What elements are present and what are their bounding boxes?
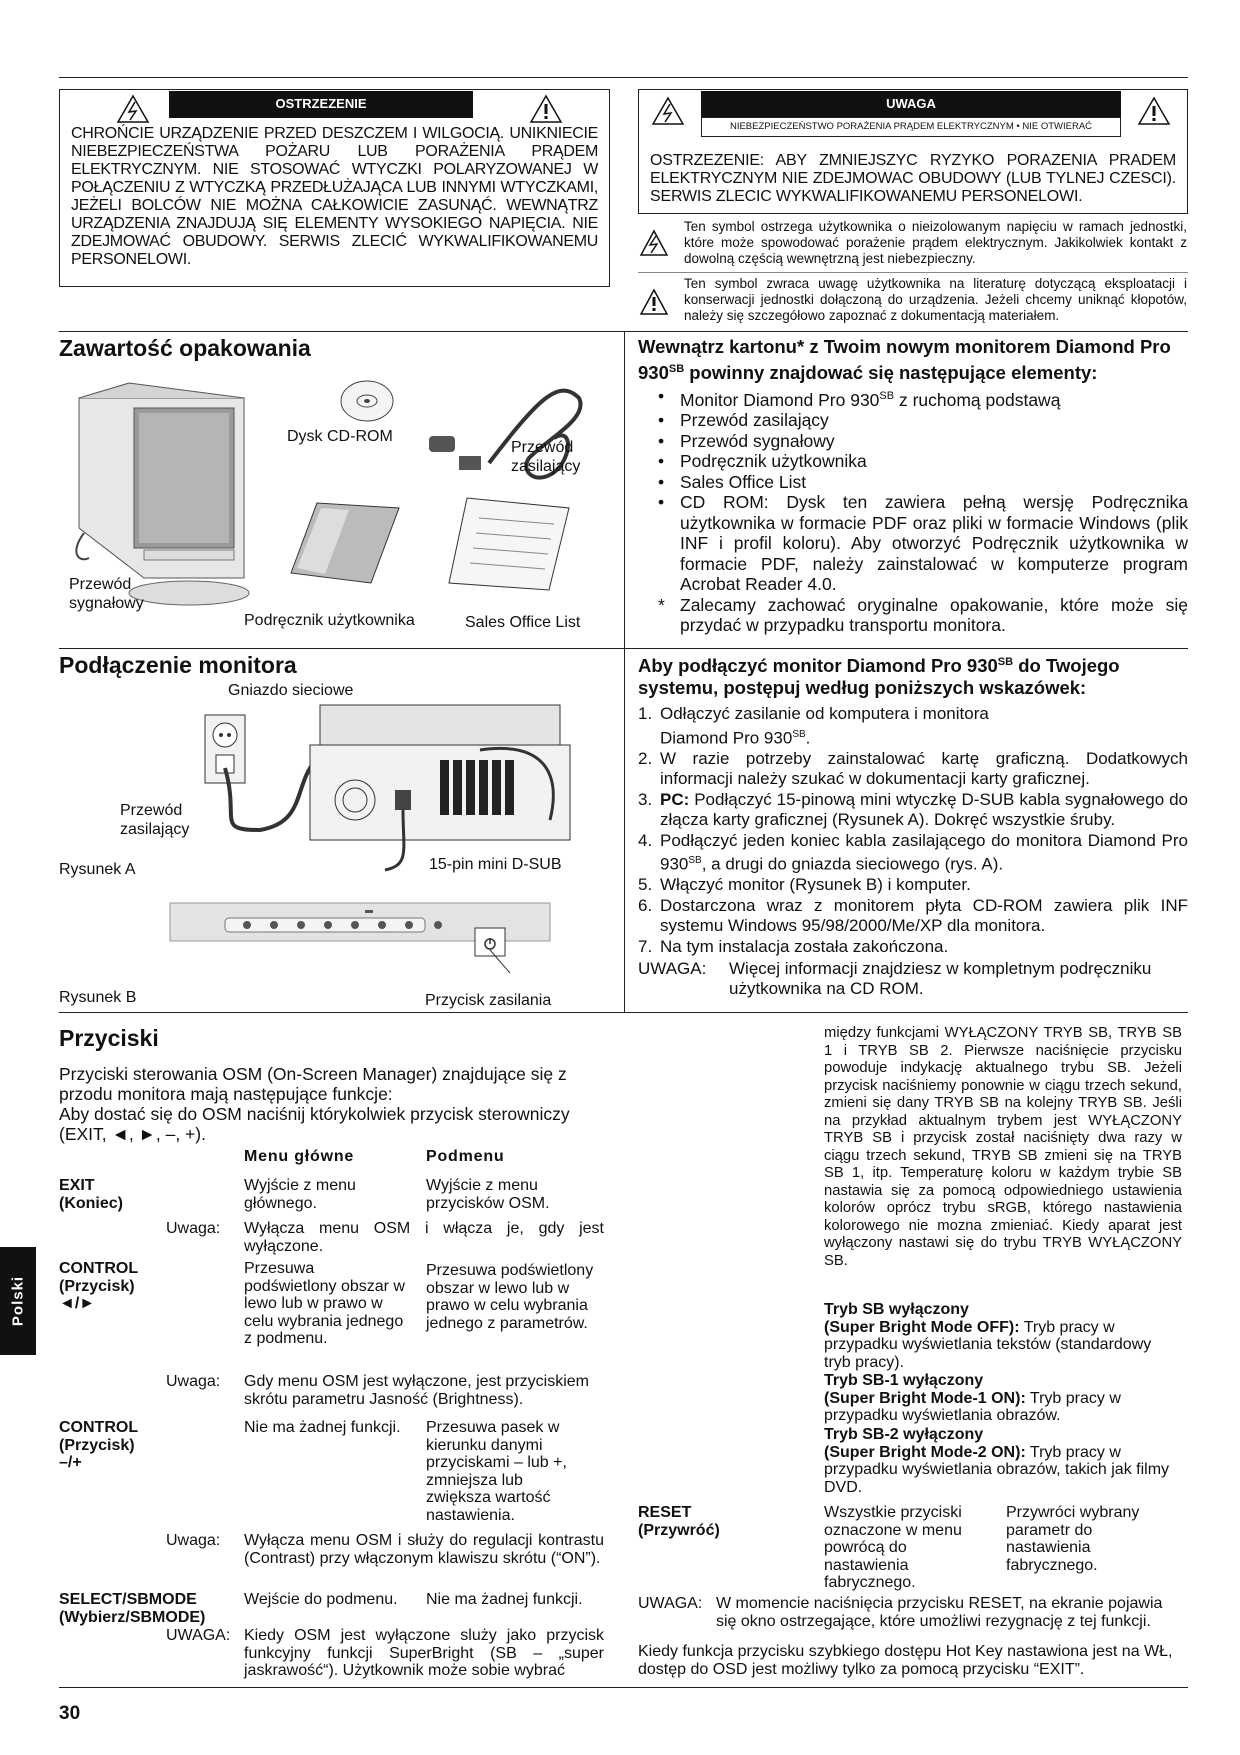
list-item: • Przewód sygnałowy <box>658 430 835 451</box>
cd-rom-illustration <box>341 381 393 421</box>
warning-box-left <box>59 89 610 287</box>
step: 2. W razie potrzeby zainstalować kartę graficzną. Dodatkowych informacji należy szukać w dokumentacji karty graficznej. <box>638 748 1188 789</box>
step: 3. PC: Podłączyć 15-pinową mini wtyczkę D-SUB kabla sygnałowego do złącza karty graficznej (Rysunek A). Dokręć wszystkie śruby. <box>638 789 1188 830</box>
list-item: • CD ROM: Dysk ten zawiera pełną wersję Podręcznika użytkownika w formacie PDF oraz pliki w formacie Windows (plik INF i profil koloru). Aby otworzyć Podręcznik użytkownika w formacie PDF, należy zainstalować w komputerze program Acrobat Reader 4.0. <box>658 492 1188 595</box>
buttons-intro-2: Aby dostać się do OSM naciśnij którykolwiek przycisk sterowniczy (EXIT, ◄, ►, –, +). <box>59 1104 570 1144</box>
col-header-sub: Podmenu <box>426 1148 505 1165</box>
exclamation-warning-icon <box>1137 96 1171 126</box>
exit-main: Wyjście z menu głównego. <box>244 1177 356 1212</box>
control-lr-note-label: Uwaga: <box>166 1373 221 1390</box>
label-figure-b: Rysunek B <box>59 989 137 1006</box>
list-item: • Sales Office List <box>658 471 807 492</box>
label-dsub: 15-pin mini D-SUB <box>429 856 562 873</box>
step: 6. Dostarczona wraz z monitorem płyta CD-ROM zawiera plik INF systemu Windows 95/98/2000/Me/XP dla monitora. <box>638 895 1188 936</box>
warning-left-text: CHROŃCIE URZĄDZENIE PRZED DESZCZEM I WILGOCIĄ. UNIKNIECIE NIEBEZPIECZEŃSTWA POŻARU LUB PORAŻENIA PRĄDEM ELEKTRYCZNYM. NIE STOSOWAĆ WTYCZKI POLARYZOWANEJ W POŁĄCZENIU Z WTYCZKĄ PRZEDŁUŻAJĄCA LUB INNYMI WTYCZKAMI, JEŻELI BOLCÓW NIE MOŻNA CAŁKOWICIE ZASUNĄĆ. WEWNĄTRZ URZĄDZENIA ZNAJDUJĄ SIĘ ELEMENTY WYSOKIEGO NAPIĘCIA. NIE ZDEJMOWAĆ OBUDOWY. SERWIS ZLECIĆ WYKWALIFIKOWANEMU PERSONELOWI. <box>71 125 598 268</box>
lightning-warning-icon <box>116 94 150 124</box>
exit-note: Wyłącza menu OSM i włącza je, gdy jest wyłączone. <box>244 1220 604 1255</box>
bottom-rule <box>59 1687 1188 1688</box>
figure-a-connection <box>120 700 590 875</box>
select-main: Wejście do podmenu. <box>244 1591 398 1608</box>
reset-sub: Przywróci wybrany parametr do nastawienia fabrycznego. <box>1006 1504 1140 1574</box>
computer-illustration <box>310 705 570 840</box>
package-title: Zawartość opakowania <box>59 335 311 361</box>
exclamation-warning-icon <box>529 94 563 124</box>
top-rule <box>59 77 1188 78</box>
list-item: • Podręcznik użytkownika <box>658 451 867 472</box>
buttons-title: Przyciski <box>59 1025 159 1051</box>
page-number: 30 <box>59 1703 81 1724</box>
control-pm-note-label: Uwaga: <box>166 1532 221 1549</box>
connect-title: Podłączenie monitora <box>59 652 297 678</box>
lightning-warning-icon <box>639 229 669 257</box>
sb2-entry: Tryb SB-2 wyłączony (Super Bright Mode-2 ON): Tryb pracy w przypadku wyświetlania obrazów, takich jak filmy DVD. <box>824 1426 1170 1496</box>
label-figure-a: Rysunek A <box>59 861 136 878</box>
label-cd-rom: Dysk CD-ROM <box>287 428 393 445</box>
rule-connect <box>59 648 1188 649</box>
warning-right-text: OSTRZEZENIE: ABY ZMNIEJSZYC RYZYKO PORAZENIA PRADEM ELEKTRYCZNYM NIE ZDEJMOWAC OBUDOWY (LUB TYLNEJ CZESCI). SERWIS ZLECIC WYKWALIFIKOWANEMU PERSONELOWI. <box>650 152 1176 205</box>
control-lr-sub: Przesuwa podświetlony obszar w lewo lub w prawo w celu wybrania jednego z parametrów. <box>426 1262 594 1332</box>
step: 5. Włączyć monitor (Rysunek B) i komputer. <box>638 875 971 895</box>
col-header-main: Menu główne <box>244 1148 355 1165</box>
sbmode-description: między funkcjami WYŁĄCZONY TRYB SB, TRYB SB 1 i TRYB SB 2. Pierwsze naciśnięcie przycisku powoduje indykację aktualnego trybu SB. Jeżeli przycisk naciśniemy ponownie w ciągu trzech sekund, zmieni się dany TRYB SB na kolejny TRYB SB. Jeśli na przykład aktualnym trybem jest WYŁĄCZONY TRYB SB i przycisk został naciśnięty dwa razy w ciągu trzech sekund, TRYB SB zmieni się na TRYB SB 1, itp. Temperaturę koloru w każdym trybie SB nastawia się za pomocą odpowiedniego ustawienia kolorów oprócz trybu sRGB, którego nastawienia kolorowego nie mozna zmieniać. Kiedy aparat jest wyłączony nastawi się do trybu TRYB WYŁĄCZONY SB. <box>824 1025 1182 1269</box>
rule-buttons <box>59 1012 1188 1013</box>
control-pm-main: Nie ma żadnej funkcji. <box>244 1419 401 1436</box>
hotkey-note: Kiedy funkcja przycisku szybkiego dostępu Hot Key nastawiona jest na WŁ, dostęp do OSD jest możliwy tylko za pomocą przycisku “EXIT”. <box>638 1643 1173 1678</box>
reset-note-label: UWAGA: <box>638 1595 703 1612</box>
connect-heading: Aby podłączyć monitor Diamond Pro $930^{SB}$ do Twojego systemu, postępuj według poniższych wskazówek: <box>638 655 1120 699</box>
label-signal-cable: Przewód sygnałowy <box>69 576 144 612</box>
lightning-warning-icon <box>651 96 685 126</box>
symbol-text-exclamation: Ten symbol zwraca uwagę użytkownika na literaturę dotyczącą eksploatacji i konserwacji jednostki dołączoną do urządzenia. Jeżeli chcemy uniknąć kłopotów, należy się szczegółowo zapoznać z dokumentacją materiałem. <box>684 276 1187 323</box>
buttons-intro-1: Przyciski sterowania OSM (On-Screen Manager) znajdujące się z przodu monitora mają następujące funkcje: <box>59 1064 567 1104</box>
symbol-divider <box>638 272 1188 273</box>
label-power-cord: Przewód zasilający <box>511 439 581 475</box>
figure-b-front-panel <box>165 898 555 978</box>
footnote: * Zalecamy zachować oryginalne opakowanie, które może się przydać w przypadku transportu monitora. <box>658 594 1188 636</box>
control-lr-note: Gdy menu OSM jest wyłączone, jest przyciskiem skrótu parametru Jasność (Brightness). <box>244 1373 589 1408</box>
reset-main: Wszystkie przyciski oznaczone w menu powrócą do nastawienia fabrycznego. <box>824 1504 962 1591</box>
label-power-cord-a: Przewód zasilający <box>120 802 190 838</box>
row-reset-name: RESET (Przywróć) <box>638 1504 720 1539</box>
select-note-label: UWAGA: <box>166 1627 231 1644</box>
list-item: • Przewód zasilający <box>658 410 829 431</box>
exit-note-label: Uwaga: <box>166 1220 221 1237</box>
step: 7. Na tym instalacja została zakończona. <box>638 936 949 956</box>
list-item: • Monitor Diamond Pro $930^{SB}$ z ruchomą podstawą <box>658 386 1061 410</box>
exit-sub: Wyjście z menu przycisków OSM. <box>426 1177 550 1212</box>
warning-right-heading: UWAGA <box>701 91 1121 117</box>
language-tab: Polski <box>0 1247 36 1355</box>
connect-note-label: UWAGA: <box>638 959 707 978</box>
control-pm-note: Wyłącza menu OSM i służy do regulacji kontrastu (Contrast) przy włączonym klawiszu skrótu (“ON”). <box>244 1532 604 1567</box>
label-sales-office-list: Sales Office List <box>465 614 581 631</box>
reset-note: W momencie naciśnięcia przycisku RESET, na ekranie pojawia się okno ostrzegające, które umożliwi rezygnację z tej funkcji. <box>716 1595 1163 1630</box>
sales-office-list-illustration <box>449 498 569 590</box>
monitor-illustration <box>76 383 249 605</box>
connect-note: Więcej informacji znajdziesz w kompletnym podręczniku użytkownika na CD ROM. <box>729 959 1152 998</box>
package-heading: Wewnątrz kartonu* z Twoim nowym monitorem Diamond Pro $930^{SB}$ powinny znajdować się następujące elementy: <box>638 336 1171 384</box>
package-items <box>658 386 1188 636</box>
exclamation-warning-icon <box>639 288 669 316</box>
control-pm-sub: Przesuwa pasek w kierunku danymi przyciskami – lub +, zmniejsza lub zwiększa wartość nastawienia. <box>426 1419 567 1524</box>
column-divider <box>624 331 625 1012</box>
sb1-entry: Tryb SB-1 wyłączony (Super Bright Mode-1 ON): Tryb pracy w przypadku wyświetlania obrazów. <box>824 1372 1121 1424</box>
warning-left-heading: OSTRZEZENIE <box>169 91 473 118</box>
row-control-lr-name: CONTROL (Przycisk) ◄/► <box>59 1260 139 1312</box>
step: 4. Podłączyć jeden koniec kabla zasilającego do monitora Diamond Pro $930^{SB}$, a drugi do gniazda sieciowego (rys. A). <box>638 830 1188 874</box>
sb-off-entry: Tryb SB wyłączony (Super Bright Mode OFF): Tryb pracy w przypadku wyświetlania tekstów (standardowy tryb pracy). <box>824 1301 1152 1371</box>
row-control-pm-name: CONTROL (Przycisk) –/+ <box>59 1419 139 1471</box>
control-lr-main: Przesuwa podświetlony obszar w lewo lub w prawo w celu wybrania jednego z podmenu. <box>244 1260 405 1347</box>
row-select-name: SELECT/SBMODE (Wybierz/SBMODE) <box>59 1591 206 1626</box>
select-sub: Nie ma żadnej funkcji. <box>426 1591 583 1608</box>
label-manual: Podręcznik użytkownika <box>244 612 415 629</box>
connect-steps <box>638 704 1188 957</box>
row-exit-name: EXIT (Koniec) <box>59 1177 123 1212</box>
warning-box-right <box>638 89 1188 214</box>
step: 1. Odłączyć zasilanie od komputera i monitora Diamond Pro $930^{SB}$. <box>638 704 989 748</box>
warning-right-subheading: NIEBEZPIECZEŃSTWO PORAŻENIA PRĄDEM ELEKTRYCZNYM • NIE OTWIERAĆ <box>701 117 1121 137</box>
label-outlet: Gniazdo sieciowe <box>228 682 354 699</box>
symbol-text-lightning: Ten symbol ostrzega użytkownika o nieizolowanym napięciu w ramach jednostki, które może spowodować porażenie prądem elektrycznym. Jakikolwiek kontakt z dowolną częścią wewnętrzną jest niebezpieczny. <box>684 219 1187 266</box>
label-power-button: Przycisk zasilania <box>425 992 552 1009</box>
select-note: Kiedy OSM jest wyłączone sluży jako przycisk funkcyjny funkcji SuperBright (SB – „super jaskrawość“). Użytkownik może sobie wybrać <box>244 1627 604 1679</box>
manual-illustration <box>291 503 399 583</box>
